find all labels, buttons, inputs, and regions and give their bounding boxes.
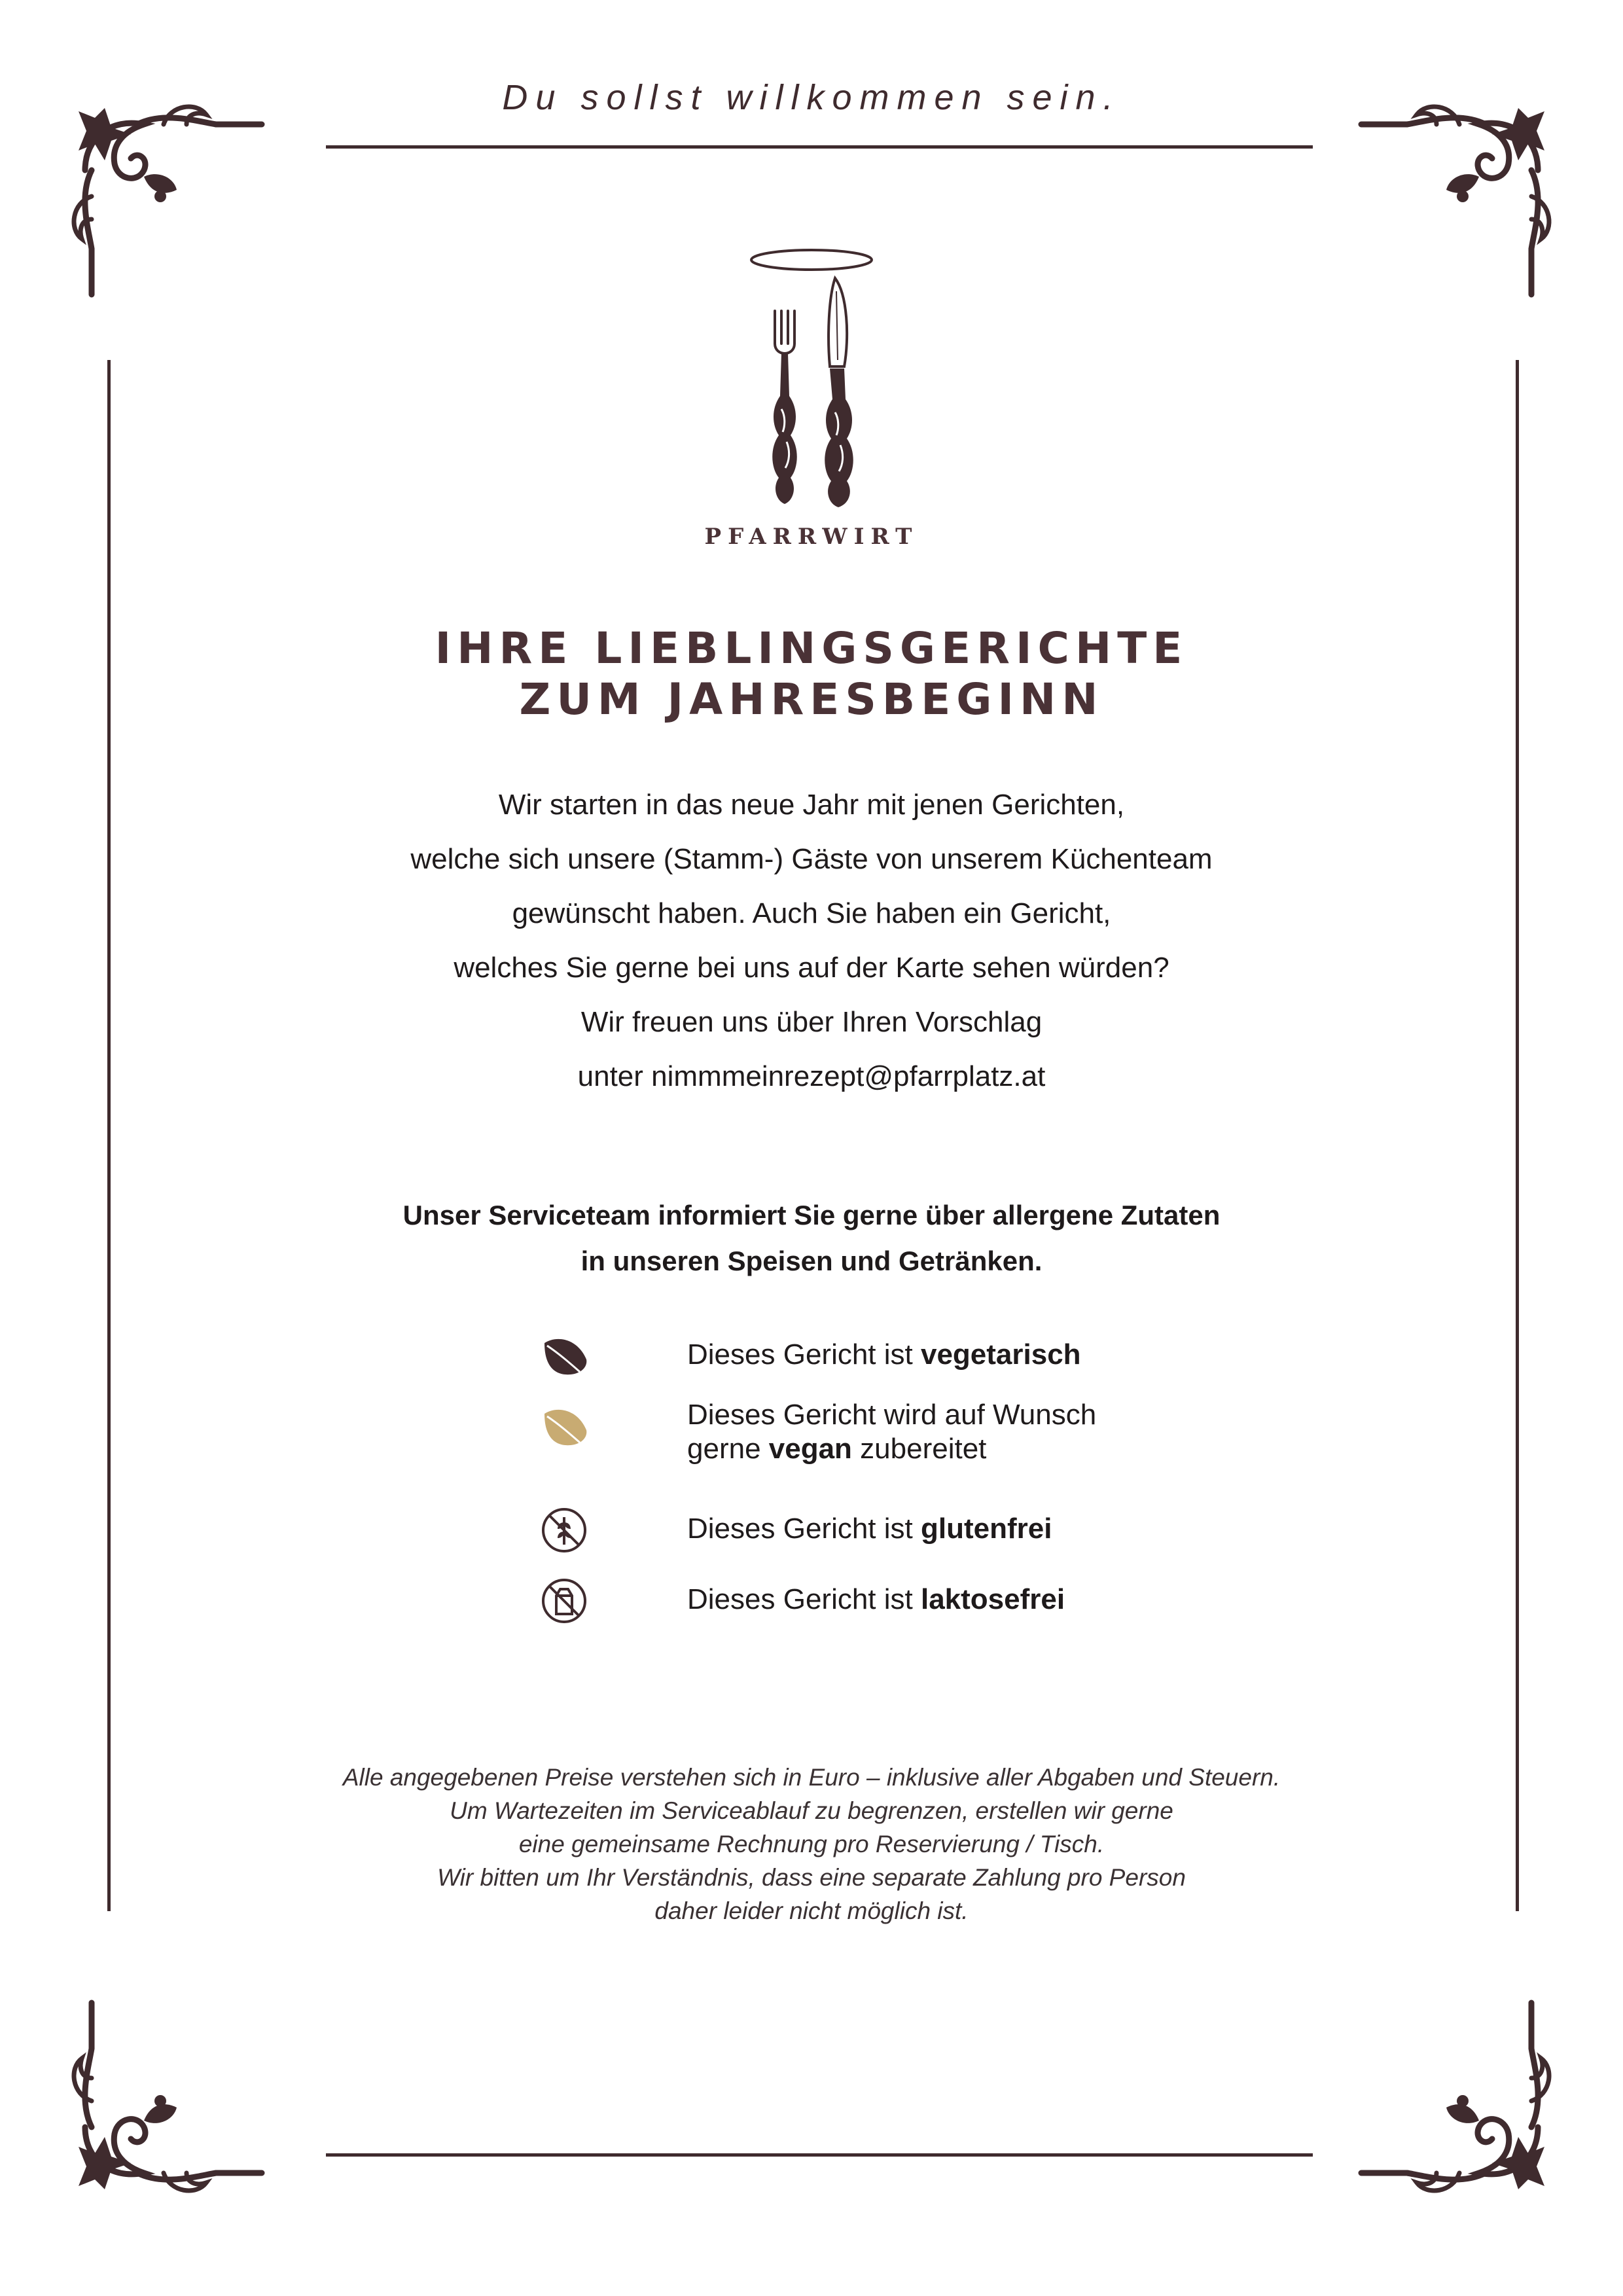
no-wheat-icon [537,1503,592,1558]
headline-line-1: IHRE LIEBLINGSGERICHTE [435,623,1188,673]
logo [713,245,910,520]
intro-line: Wir freuen uns über Ihren Vorschlag [580,1006,1043,1038]
fork-knife-halo-icon [713,245,910,520]
footer-note [0,1761,1623,1928]
footer-line: Um Wartezeiten im Serviceablauf zu begrenzen, erstellen wir gerne [450,1797,1173,1824]
frame-rule-right [1516,360,1519,1911]
allergen-note [0,1193,1623,1284]
intro-line: welches Sie gerne bei uns auf der Karte sehen würden? [454,952,1169,984]
frame-rule-left [107,360,111,1911]
no-milk-icon [537,1573,592,1628]
corner-ornament-top-right [1348,98,1558,308]
leaf-icon [537,1401,592,1456]
footer-line: Alle angegebenen Preise verstehen sich in Euro – inklusive aller Abgaben und Steuern. [342,1764,1281,1791]
intro-line: Wir starten in das neue Jahr mit jenen Gerichten, [498,789,1125,821]
allergen-note-line-2: in unseren Speisen und Getränken. [580,1246,1043,1276]
frame-rule-top [326,145,1313,149]
leaf-icon [537,1330,592,1385]
intro-line: unter nimmmeinrezept@pfarrplatz.at [577,1060,1046,1092]
frame-rule-bottom [326,2153,1313,2157]
footer-line: eine gemeinsame Rechnung pro Reservierung / Tisch. [518,1831,1105,1857]
tagline: Du sollst willkommen sein. [502,78,1121,117]
legend-text-vegetarian: Dieses Gericht ist vegetarisch [687,1338,1081,1371]
footer-line: daher leider nicht möglich ist. [654,1897,969,1924]
headline-line-2: ZUM JAHRESBEGINN [519,674,1104,725]
brand-name: PFARRWIRT [704,524,919,550]
legend-vegetarian [537,1330,1387,1389]
corner-ornament-bottom-right [1348,1990,1558,2199]
corner-ornament-bottom-left [65,1990,275,2199]
intro-paragraph [0,778,1623,1103]
allergen-note-line-1: Unser Serviceteam informiert Sie gerne über allergene Zutaten [402,1200,1221,1230]
intro-line: gewünscht haben. Auch Sie haben ein Gericht, [512,897,1111,929]
footer-line: Wir bitten um Ihr Verständnis, dass eine separate Zahlung pro Person [437,1864,1186,1891]
legend-lactosefree [537,1573,1387,1632]
legend-glutenfree [537,1503,1387,1562]
legend-vegan [537,1398,1387,1483]
legend-text-lactosefree: Dieses Gericht ist laktosefrei [687,1583,1065,1615]
legend-text-glutenfree: Dieses Gericht ist glutenfrei [687,1513,1052,1545]
headline [0,623,1623,725]
corner-ornament-top-left [65,98,275,308]
legend-text-vegan: Dieses Gericht wird auf Wunsch gerne vegan zubereitet [687,1399,1097,1465]
intro-line: welche sich unsere (Stamm-) Gäste von unserem Küchenteam [410,843,1213,875]
